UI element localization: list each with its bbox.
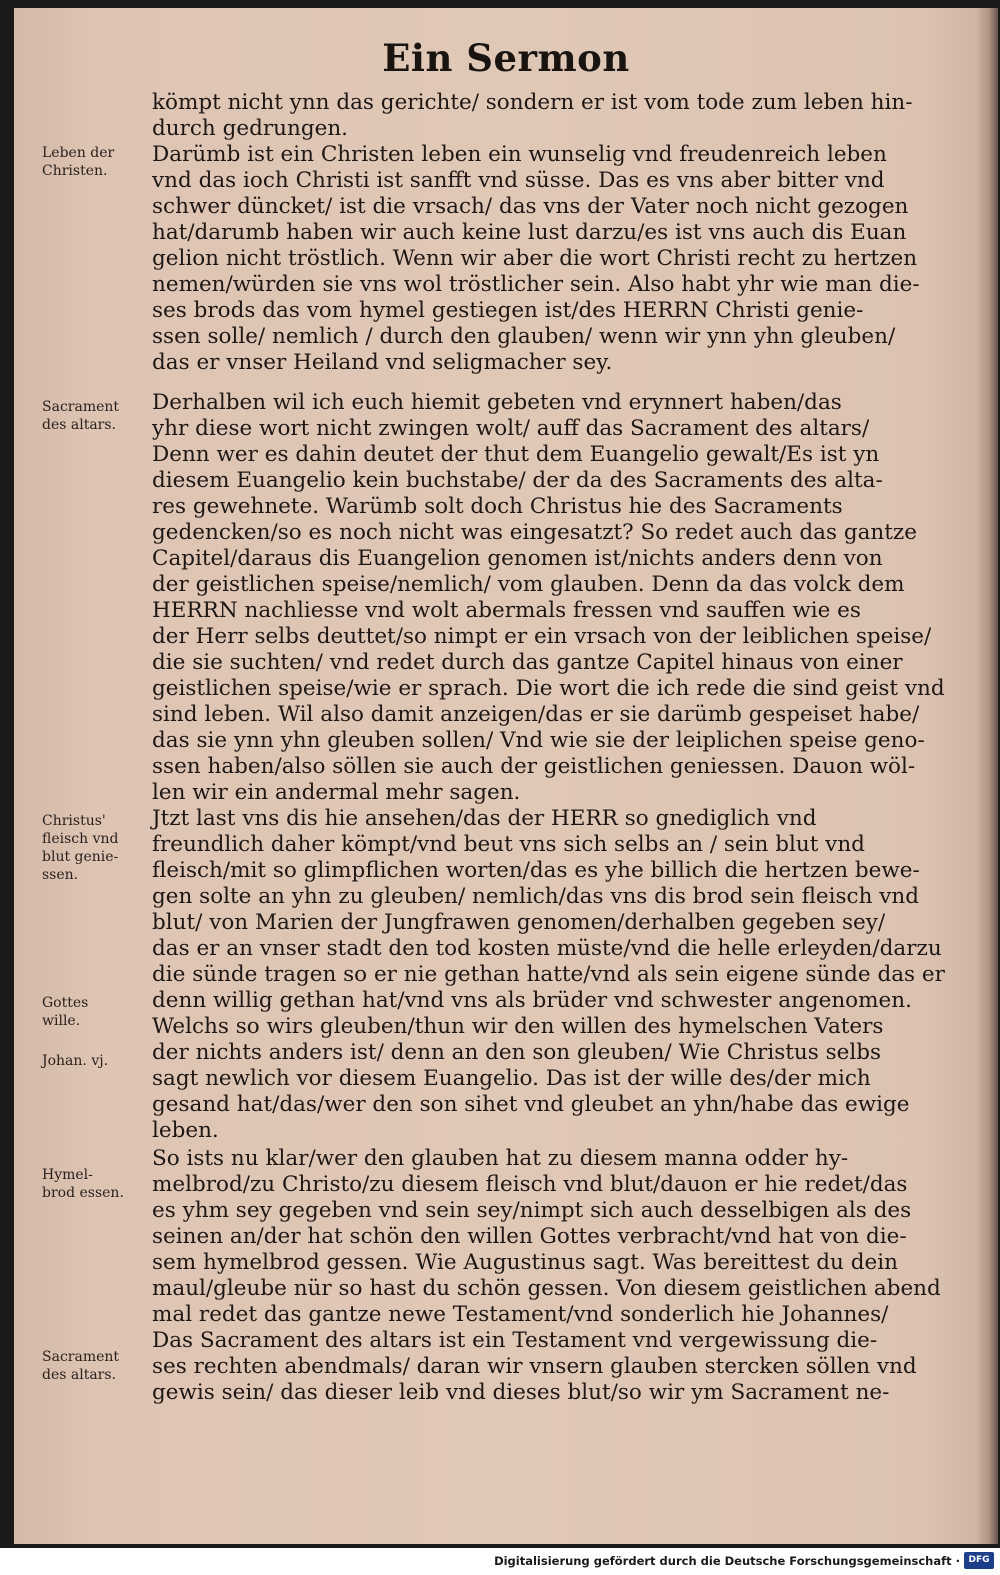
- margin-note-gottes-wille: [42, 994, 152, 1030]
- text-line: der Herr selbs deuttet/so nimpt er ein vrsach von der leiblichen speise/: [152, 624, 932, 649]
- margin-note-line: Christus': [42, 813, 106, 829]
- text-line: sem hymelbrod gessen. Wie Augustinus sagt. Was bereittest du dein: [152, 1250, 898, 1275]
- text-line: gedencken/so es noch nicht was eingesatzt? So redet auch das gantze: [152, 520, 917, 545]
- dfg-logo: DFG: [964, 1552, 994, 1569]
- text-line: yhr diese wort nicht zwingen wolt/ auff das Sacrament des altars/: [152, 416, 870, 441]
- text-line: geistlichen speise/wie er sprach. Die wort die ich rede die sind geist vnd: [152, 676, 945, 701]
- text-line: das er vnser Heiland vnd seligmacher sey.: [152, 350, 613, 375]
- margin-note-johan: [42, 1052, 152, 1070]
- text-line: Jtzt last vns dis hie ansehen/das der HERR so gnediglich vnd: [152, 806, 817, 831]
- text-line: gelion nicht tröstlich. Wenn wir aber die wort Christi recht zu hertzen: [152, 246, 918, 271]
- margin-note-line: Christen.: [42, 163, 108, 179]
- text-line: mal redet das gantze newe Testament/vnd sonderlich hie Johannes/: [152, 1302, 889, 1327]
- text-line: So ists nu klar/wer den glauben hat zu diesem manna odder hy-: [152, 1146, 849, 1171]
- margin-note-sacrament: [42, 398, 152, 434]
- text-line: schwer düncket/ ist die vrsach/ das vns der Vater noch nicht gezogen: [152, 194, 909, 219]
- margin-note-line: blut genie-: [42, 849, 119, 865]
- margin-note-christus-fleisch: [42, 812, 152, 884]
- margin-note-line: wille.: [42, 1013, 81, 1029]
- text-line: freundlich daher kömpt/vnd beut vns sich selbs an / sein blut vnd: [152, 832, 865, 857]
- text-line: len wir ein andermal mehr sagen.: [152, 780, 521, 805]
- text-line: Denn wer es dahin deutet der thut dem Euangelio gewalt/Es ist yn: [152, 442, 880, 467]
- text-line: leben.: [152, 1118, 219, 1143]
- text-line: vnd das ioch Christi ist sanfft vnd süsse. Das es vns aber bitter vnd: [152, 168, 885, 193]
- text-line: Das Sacrament des altars ist ein Testament vnd vergewissung die-: [152, 1328, 878, 1353]
- text-line: blut/ von Marien der Jungfrawen genomen/derhalben gegeben sey/: [152, 910, 886, 935]
- funding-credit: Digitalisierung gefördert durch die Deutsche Forschungsgemeinschaft ·: [494, 1554, 960, 1568]
- margin-note-line: des altars.: [42, 417, 117, 433]
- text-line: die sie suchten/ vnd redet durch das gantze Capitel hinaus von einer: [152, 650, 903, 675]
- text-line: das sie ynn yhn gleuben sollen/ Vnd wie sie der leiplichen speise geno-: [152, 728, 925, 753]
- text-line: gen solte an yhn zu gleuben/ nemlich/das vns dis brod sein fleisch vnd: [152, 884, 920, 909]
- margin-note-hymelbrod: [42, 1166, 152, 1202]
- page-binding-shadow: [976, 8, 998, 1544]
- digitization-footer: [0, 1548, 1000, 1575]
- margin-note-line: fleisch vnd: [42, 831, 119, 847]
- text-line: seinen an/der hat schön den willen Gottes verbracht/vnd hat von die-: [152, 1224, 907, 1249]
- text-line: der nichts anders ist/ denn an den son gleuben/ Wie Christus selbs: [152, 1040, 882, 1065]
- margin-note-line: Gottes: [42, 995, 89, 1011]
- text-line: die sünde tragen so er nie gethan hatte/vnd als sein eigene sünde das er: [152, 962, 945, 987]
- text-line: sagt newlich vor diesem Euangelio. Das ist der wille des/der mich: [152, 1066, 871, 1091]
- text-line: Capitel/daraus dis Euangelion genomen ist/nichts anders denn von: [152, 546, 883, 571]
- margin-note-leben-der-christen: [42, 144, 152, 180]
- text-line: ssen haben/also söllen sie auch der geistlichen geniessen. Dauon wöl-: [152, 754, 916, 779]
- text-line: maul/gleube nür so hast du schön gessen. Von diesem geistlichen abend: [152, 1276, 941, 1301]
- text-line: sind leben. Wil also damit anzeigen/das er sie darümb gespeiset habe/: [152, 702, 920, 727]
- text-line: fleisch/mit so glimpflichen worten/das es yhe billich die hertzen bewe-: [152, 858, 920, 883]
- text-line: Derhalben wil ich euch hiemit gebeten vnd erynnert haben/das: [152, 390, 842, 415]
- running-head: Ein Sermon: [382, 36, 630, 80]
- text-line: kömpt nicht ynn das gerichte/ sondern er ist vom tode zum leben hin-: [152, 90, 913, 115]
- margin-note-line: Sacrament: [42, 399, 120, 415]
- text-line: es yhm sey gegeben vnd sein sey/nimpt sich auch desselbigen als des: [152, 1198, 912, 1223]
- margin-note-line: ssen.: [42, 867, 79, 883]
- text-line: ssen solle/ nemlich / durch den glauben/ wenn wir ynn yhn gleuben/: [152, 324, 896, 349]
- margin-note-line: Hymel-: [42, 1167, 93, 1183]
- text-line: ses rechten abendmals/ daran wir vnsern glauben stercken söllen vnd: [152, 1354, 917, 1379]
- text-line: Darümb ist ein Christen leben ein wunselig vnd freudenreich leben: [152, 142, 887, 167]
- margin-note-sacrament-2: [42, 1348, 152, 1384]
- text-line: der geistlichen speise/nemlich/ vom glauben. Denn da das volck dem: [152, 572, 905, 597]
- book-page: [14, 8, 998, 1544]
- text-line: res gewehnete. Warümb solt doch Christus hie des Sacraments: [152, 494, 843, 519]
- text-line: melbrod/zu Christo/zu diesem fleisch vnd blut/dauon er hie redet/das: [152, 1172, 908, 1197]
- text-line: denn willig gethan hat/vnd vns als brüder vnd schwester angenomen.: [152, 988, 912, 1013]
- margin-note-line: Leben der: [42, 145, 115, 161]
- margin-note-line: brod essen.: [42, 1185, 124, 1201]
- text-line: nemen/würden sie vns wol tröstlicher sein. Also habt yhr wie man die-: [152, 272, 920, 297]
- text-line: ses brods das vom hymel gestiegen ist/des HERRN Christi genie-: [152, 298, 864, 323]
- text-line: gewis sein/ das dieser leib vnd dieses blut/so wir ym Sacrament ne-: [152, 1380, 890, 1405]
- text-line: diesem Euangelio kein buchstabe/ der da des Sacraments des alta-: [152, 468, 883, 493]
- margin-note-line: des altars.: [42, 1367, 117, 1383]
- text-line: HERRN nachliesse vnd wolt abermals fressen vnd sauffen wie es: [152, 598, 861, 623]
- margin-note-line: Johan. vj.: [42, 1053, 109, 1069]
- margin-note-line: Sacrament: [42, 1349, 120, 1365]
- text-line: gesand hat/das/wer den son sihet vnd gleubet an yhn/habe das ewige: [152, 1092, 910, 1117]
- text-line: das er an vnser stadt den tod kosten müste/vnd die helle erleyden/darzu: [152, 936, 942, 961]
- text-line: Welchs so wirs gleuben/thun wir den willen des hymelschen Vaters: [152, 1014, 884, 1039]
- text-line: hat/darumb haben wir auch keine lust darzu/es ist vns auch dis Euan: [152, 220, 907, 245]
- text-line: durch gedrungen.: [152, 116, 348, 141]
